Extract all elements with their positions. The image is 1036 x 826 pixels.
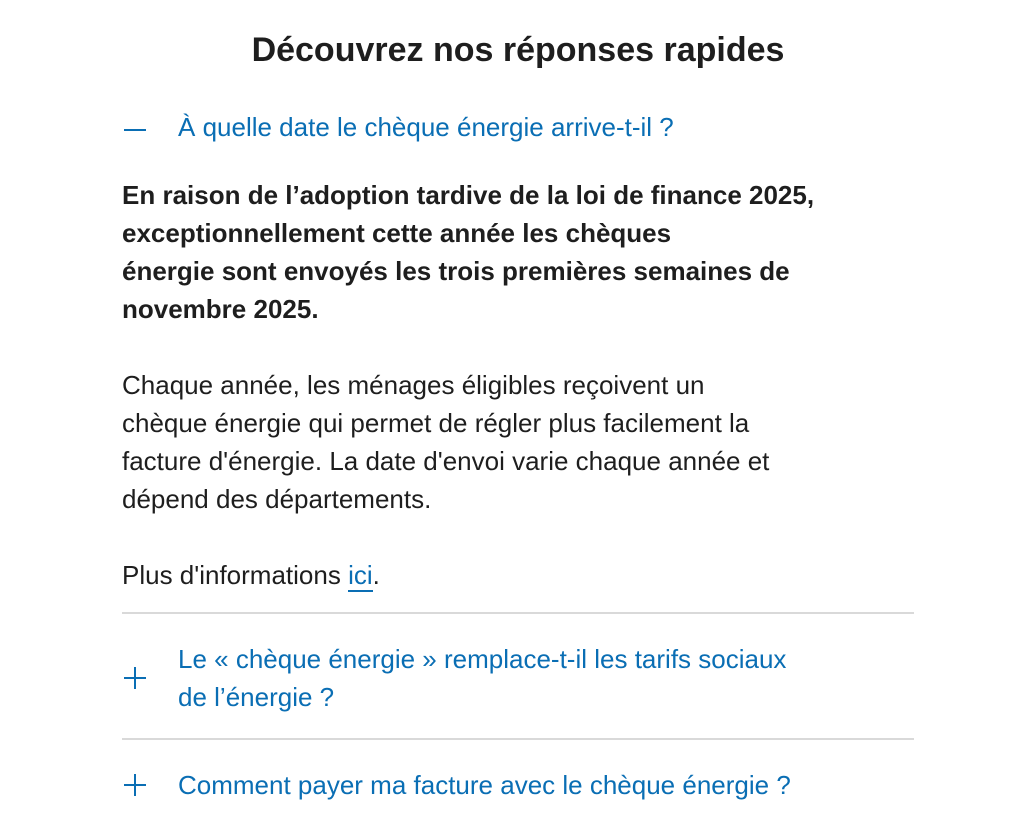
answer-body-line: chèque énergie qui permet de régler plus facilement la	[122, 408, 750, 438]
answer-body-line: facture d'énergie. La date d'envoi varie chaque année et	[122, 446, 770, 476]
more-info-text: Plus d'informations	[122, 560, 349, 590]
answer-body-line: Chaque année, les ménages éligibles reçoivent un	[122, 370, 705, 400]
answer-highlight	[122, 176, 914, 328]
faq-question-date-button[interactable]	[122, 108, 914, 146]
minus-icon[interactable]	[122, 108, 178, 146]
answer-highlight-line: En raison de l’adoption tardive de la loi de finance 2025,	[122, 180, 815, 210]
faq-list	[122, 108, 914, 804]
faq-question-line[interactable]: Le « chèque énergie » remplace-t-il les tarifs sociaux	[178, 644, 787, 674]
answer-more-info	[122, 556, 914, 594]
faq-answer-date	[122, 176, 914, 594]
answer-highlight-line: novembre 2025.	[122, 294, 319, 324]
answer-highlight-line: exceptionnellement cette année les chèques	[122, 218, 672, 248]
faq-question-label[interactable]: À quelle date le chèque énergie arrive-t-il ?	[178, 112, 674, 142]
faq-item-date	[122, 108, 914, 594]
more-info-link[interactable]: ici	[348, 560, 373, 590]
faq-question-payer-button[interactable]	[122, 766, 914, 804]
faq-item-tarifs-sociaux	[122, 614, 914, 738]
faq-question-tarifs-button[interactable]	[122, 640, 914, 716]
more-info-suffix: .	[372, 560, 380, 590]
answer-body	[122, 366, 914, 518]
answer-highlight-line: énergie sont envoyés les trois premières semaines de	[122, 256, 790, 286]
plus-icon[interactable]	[122, 640, 178, 716]
section-title: Découvrez nos réponses rapides	[251, 31, 785, 69]
faq-question-label[interactable]: Comment payer ma facture avec le chèque énergie ?	[178, 770, 791, 800]
plus-icon[interactable]	[122, 766, 178, 804]
faq-question-line[interactable]: de l’énergie ?	[178, 682, 335, 712]
faq-question-label[interactable]	[178, 640, 914, 716]
answer-body-line: dépend des départements.	[122, 484, 432, 514]
faq-item-payer-facture	[122, 740, 914, 804]
